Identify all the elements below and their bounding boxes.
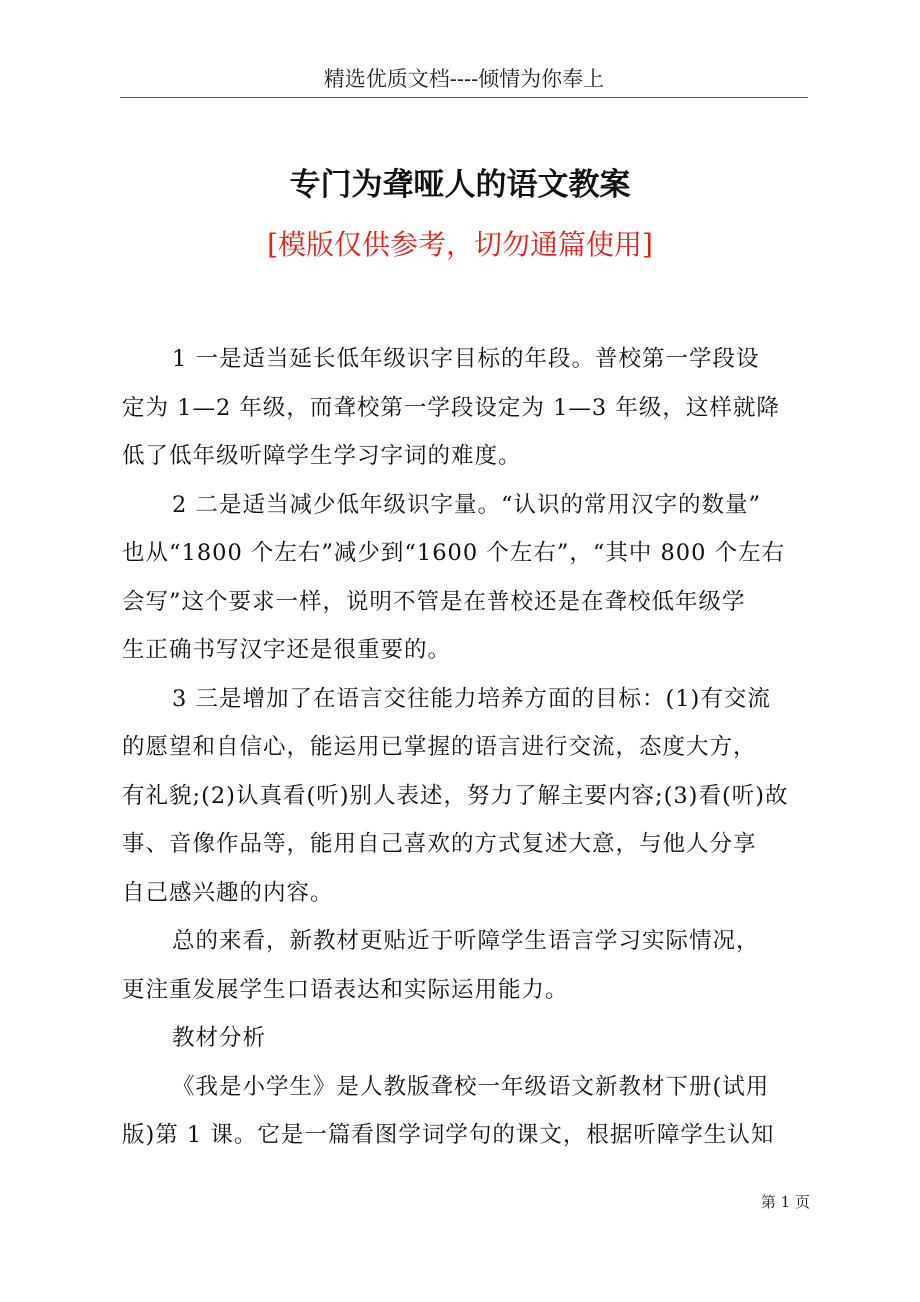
- page-number: 第 1 页: [760, 1193, 810, 1211]
- text-line: 定为 1—2 年级，而聋校第一学段设定为 1—3 年级，这样就降: [122, 394, 780, 421]
- paragraph-3: [122, 675, 846, 918]
- section-heading: [122, 1014, 846, 1063]
- text-line: 2 二是适当减少低年级识字量。“认识的常用汉字的数量”: [172, 491, 761, 518]
- paragraph-1: [122, 335, 846, 481]
- document-subtitle: [模版仅供参考，切勿通篇使用]: [267, 228, 653, 261]
- text-line: 也从“1800 个左右”减少到“1600 个左右”，“其中 800 个左右: [122, 540, 786, 566]
- text-line: 教材分析: [172, 1025, 267, 1051]
- text-line: 自己感兴趣的内容。: [122, 879, 334, 906]
- text-line: 总的来看，新教材更贴近于听障学生语言学习实际情况，: [172, 928, 760, 954]
- document-body: [122, 335, 846, 1160]
- text-line: 事、音像作品等，能用自己喜欢的方式复述大意，与他人分享: [122, 831, 757, 857]
- text-line: 3 三是增加了在语言交往能力培养方面的目标：(1)有交流: [172, 685, 771, 712]
- text-line: 的愿望和自信心，能运用已掌握的语言进行交流，态度大方，: [122, 734, 757, 760]
- page-header: 精选优质文档----倾情为你奉上: [323, 67, 605, 91]
- header-divider: [120, 97, 808, 98]
- text-line: 生正确书写汉字还是很重要的。: [122, 637, 452, 663]
- text-line: 版)第 1 课。它是一篇看图学词学句的课文，根据听障学生认知: [122, 1122, 775, 1148]
- paragraph-2: [122, 481, 846, 675]
- document-title: 专门为聋哑人的语文教案: [289, 167, 631, 203]
- text-line: 更注重发展学生口语表达和实际运用能力。: [122, 976, 569, 1003]
- text-line: 低了低年级听障学生学习字词的难度。: [122, 443, 522, 469]
- text-line: 1 一是适当延长低年级识字目标的年段。普校第一学段设: [172, 346, 760, 372]
- paragraph-5: [122, 1063, 846, 1160]
- text-line: 《我是小学生》是人教版聋校一年级语文新教材下册(试用: [172, 1073, 770, 1100]
- paragraph-4: [122, 917, 846, 1014]
- text-line: 有礼貌;(2)认真看(听)别人表述，努力了解主要内容;(3)看(听)故: [122, 782, 789, 809]
- text-line: 会写”这个要求一样，说明不管是在普校还是在聋校低年级学: [122, 588, 746, 615]
